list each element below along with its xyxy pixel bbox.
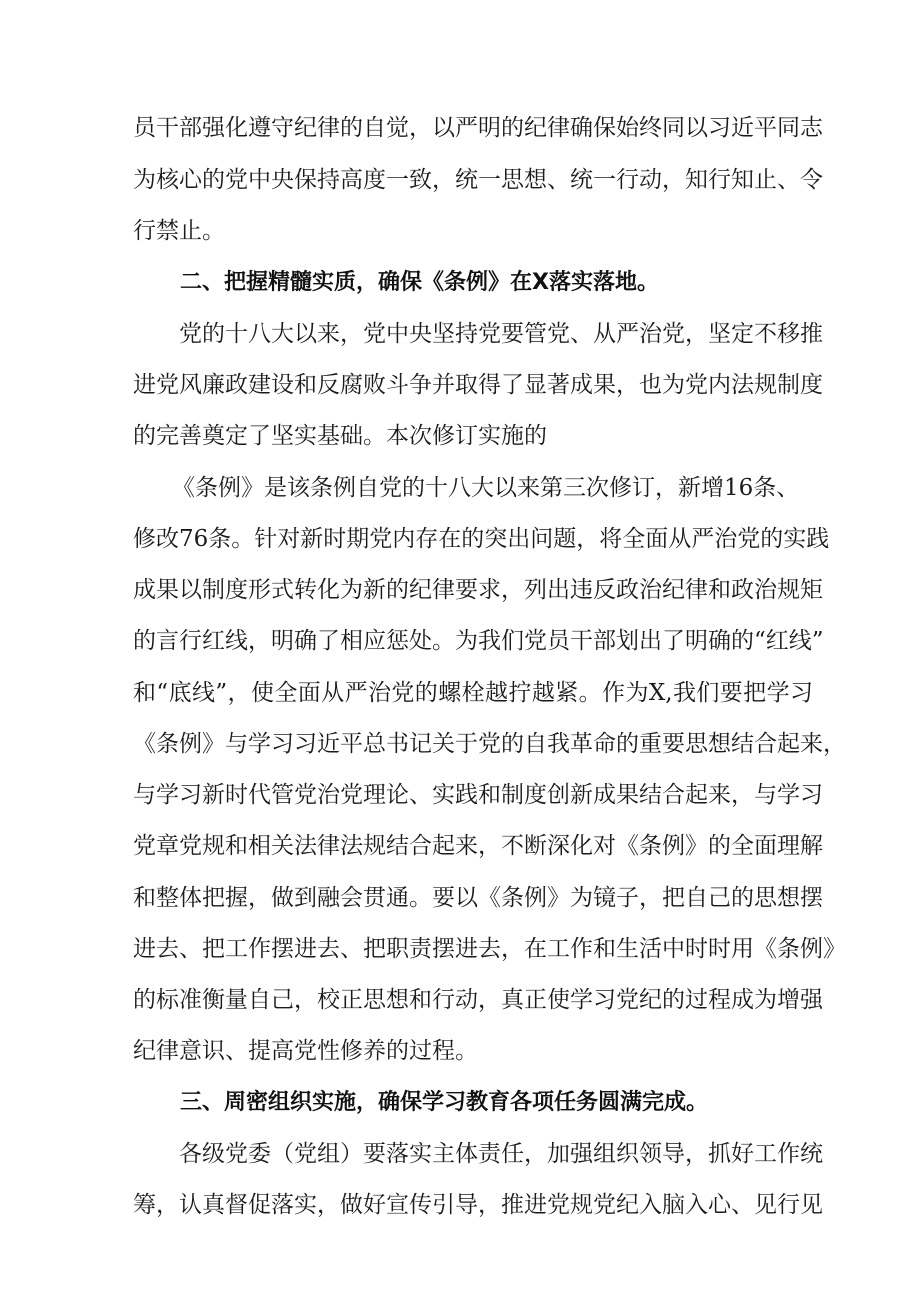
para3-line-8: 党章党规和相关法律法规结合起来，不断深化对《条例》的全面理解 (133, 833, 823, 859)
para3-line-12: 纪律意识、提高党性修养的过程。 (133, 1038, 478, 1064)
para1-line-1: 员干部强化遵守纪律的自觉，以严明的纪律确保始终同以习近平同志 (133, 115, 823, 141)
section-heading-2: 二、把握精髓实质，确保《条例》在X落实落地。 (180, 270, 659, 295)
para3-line-7: 与学习新时代管党治党理论、实践和制度创新成果结合起来，与学习 (133, 782, 823, 808)
para2-line-1: 党的十八大以来，党中央坚持党要管党、从严治党，坚定不移推 (179, 321, 823, 347)
para3-line-6: 《条例》与学习习近平总书记关于党的自我革命的重要思想结合起来， (133, 731, 846, 757)
para4-line-1: 各级党委（党组）要落实主体责任，加强组织领导，抓好工作统 (179, 1141, 823, 1167)
para1-line-3: 行禁止。 (133, 218, 225, 244)
para3-line-3: 成果以制度形式转化为新的纪律要求，列出违反政治纪律和政治规矩 (133, 577, 823, 603)
para3-line-5: 和“底线”，使全面从严治党的螺栓越拧越紧。作为X,我们要把学习 (133, 680, 813, 706)
para2-line-2: 进党风廉政建设和反腐败斗争并取得了显著成果，也为党内法规制度 (133, 372, 823, 398)
para3-line-9: 和整体把握，做到融会贯通。要以《条例》为镜子，把自己的思想摆 (133, 885, 823, 911)
para2-line-3: 的完善奠定了坚实基础。本次修订实施的 (133, 423, 547, 449)
para3-line-1: 《条例》是该条例自党的十八大以来第三次修订，新增16条、 (172, 475, 800, 501)
para3-line-10: 进去、把工作摆进去、把职责摆进去，在工作和生活中时时用《条例》 (133, 936, 846, 962)
para4-line-2: 筹，认真督促落实，做好宣传引导，推进党规党纪入脑入心、见行见 (133, 1192, 823, 1218)
section-heading-3: 三、周密组织实施，确保学习教育各项任务圆满完成。 (180, 1090, 709, 1115)
para3-line-2: 修改76条。针对新时期党内存在的突出问题，将全面从严治党的实践 (133, 526, 830, 552)
para1-line-2: 为核心的党中央保持高度一致，统一思想、统一行动，知行知止、令 (133, 167, 823, 193)
para3-line-11: 的标准衡量自己，校正思想和行动，真正使学习党纪的过程成为增强 (133, 987, 823, 1013)
para3-line-4: 的言行红线，明确了相应惩处。为我们党员干部划出了明确的“红线” (133, 628, 824, 654)
